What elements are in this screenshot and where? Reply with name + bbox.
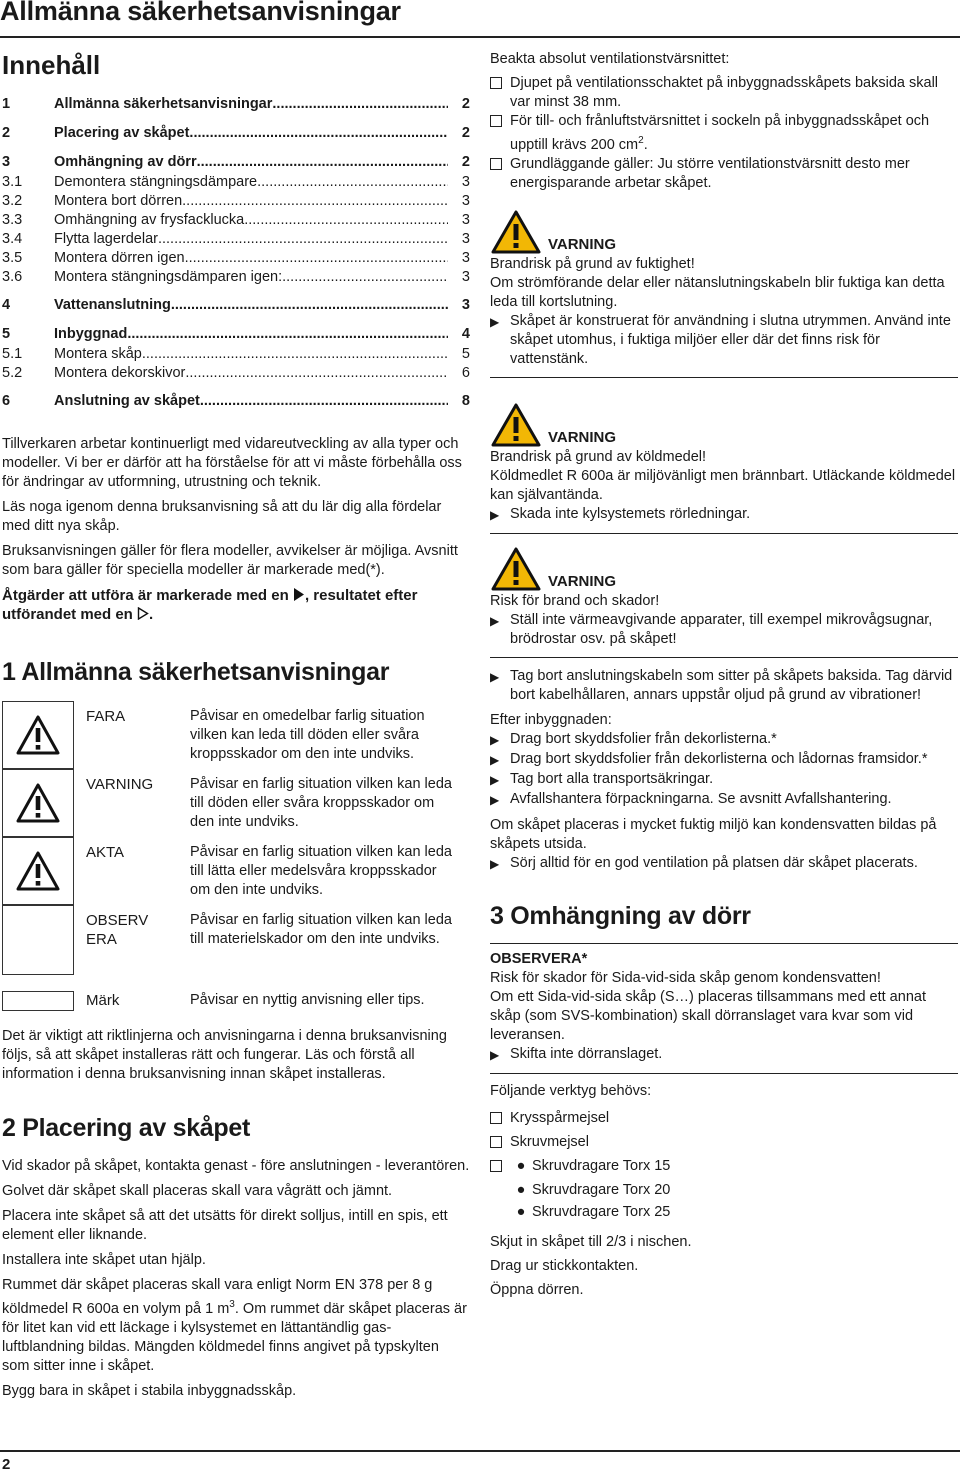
table-of-contents	[2, 96, 470, 413]
action-item	[490, 312, 958, 369]
left-column	[2, 48, 470, 1401]
intro-paragraph: Bruksanvisningen gäller för flera modeller, avvikelser är möjliga. Avsnitt som bara gäller för speciella modeller är markerade med(*).	[2, 543, 458, 578]
humidity-text: Om skåpet placeras i mycket fuktig miljö kan kondensvatten bildas på skåpets utsida.	[490, 816, 937, 852]
action-item	[490, 1045, 958, 1065]
hazard-icon-cell	[2, 701, 74, 769]
tool-item	[490, 1107, 958, 1131]
tool-text: Skruvdragare Torx 15	[532, 1157, 671, 1174]
action-text: Sörj alltid för en god ventilation på platsen där skåpet placerats.	[510, 854, 918, 871]
tool-text: Krysspårmejsel	[510, 1109, 610, 1126]
toc-entry[interactable]	[2, 231, 470, 250]
warning-block	[490, 402, 958, 448]
hazard-row	[2, 769, 470, 837]
hazard-label: AKTA	[86, 844, 125, 861]
toc-entry-title: Montera skåp	[54, 346, 142, 362]
bullet-icon: ●	[516, 1203, 526, 1220]
toc-entry-title: Demontera stängningsdämpare	[54, 174, 258, 190]
text-span: . Om rummet där skåpet placeras är för litet kan vid ett läckage i kylsystemet en lättantändlig gas-luftblandning bildas. Mängden köldmedel finns angivet på typskylten som sitter inne i skåpet.	[2, 1300, 467, 1374]
hazard-row	[2, 985, 470, 1017]
toc-entry-page: 3	[461, 193, 470, 209]
action-text: Skada inte kylsystemets rörledningar.	[510, 505, 751, 522]
warning-block	[490, 546, 958, 592]
toc-entry[interactable]	[2, 174, 470, 193]
text-span: Rummet där skåpet placeras skall vara enligt Norm EN 378 per 8 g köldmedel R 600a en volym på 1 m	[2, 1277, 433, 1317]
action-arrow-icon: ▶	[490, 732, 500, 747]
warning-triangle-icon	[15, 782, 61, 824]
toc-entry[interactable]	[2, 326, 470, 346]
tool-item	[490, 1155, 958, 1179]
tool-item	[490, 1201, 958, 1223]
bullet-icon: ●	[516, 1157, 526, 1174]
toc-entry[interactable]	[2, 393, 470, 413]
action-text: Skåpet är konstruerat för användning i slutna utrymmen. Använd inte skåpet utomhus, i fuktiga miljöer eller där det finns risk för vattenstänk.	[510, 312, 951, 367]
text-span: För till- och frånluftstvärsnittet i sockeln på inbyggnadsskåpet och upptill krävs 200 cm	[510, 113, 930, 153]
toc-entry[interactable]	[2, 365, 470, 384]
section-2-paragraph: Bygg bara in skåpet i stabila inbyggnadsskåp.	[2, 1382, 297, 1399]
hazard-description: Påvisar en omedelbar farlig situation vilken kan leda till döden eller svåra kroppsskador om den inte undviks.	[190, 708, 425, 762]
action-arrow-icon: ▶	[490, 669, 500, 684]
toc-entry-title: Omhängning av frysfacklucka	[54, 212, 245, 228]
warning-title: VARNING	[548, 428, 617, 446]
checkbox-icon	[490, 115, 502, 127]
after-title: Efter inbyggnaden:	[490, 711, 612, 728]
toc-entry-page: 3	[461, 231, 470, 247]
toc-entry-number: 4	[2, 297, 11, 313]
toc-entry-number: 3.2	[2, 193, 23, 209]
checkbox-icon	[490, 1112, 502, 1124]
toc-leader-dots	[282, 269, 448, 285]
warning-triangle-icon	[490, 546, 542, 592]
checkbox-icon	[490, 1136, 502, 1148]
checklist-item	[490, 112, 958, 155]
toc-entry-number: 5.2	[2, 365, 23, 381]
action-legend-text: , resultatet efter utförandet med en	[2, 587, 418, 623]
right-column	[490, 50, 958, 1301]
action-arrow-icon: ▶	[490, 507, 500, 522]
toc-entry-page: 4	[461, 326, 470, 342]
intro-paragraph: Läs noga igenom denna bruksanvisning så att du lär dig alla fördelar med ditt nya skåp.	[2, 499, 442, 534]
toc-leader-dots	[272, 96, 448, 112]
toc-entry-title: Omhängning av dörr	[54, 154, 197, 170]
toc-entry-page: 2	[461, 154, 470, 170]
checkbox-icon	[490, 1160, 502, 1172]
hazard-row	[2, 701, 470, 769]
toc-leader-dots	[185, 250, 448, 266]
toc-leader-dots	[182, 193, 448, 209]
toc-entry[interactable]	[2, 154, 470, 174]
toc-entry-title: Vattenanslutning	[54, 297, 171, 313]
divider	[490, 533, 958, 534]
section-2-paragraph: Placera inte skåpet så att det utsätts för direkt solljus, intill en spis, ett element eller liknande.	[2, 1208, 448, 1243]
toc-entry-number: 6	[2, 393, 11, 409]
action-text: Tag bort alla transportsäkringar.	[510, 770, 714, 787]
tool-text: Skruvdragare Torx 25	[532, 1203, 671, 1220]
hazard-description: Påvisar en farlig situation vilken kan leda till lätta eller medelsvåra kroppsskador om den inte undviks.	[190, 844, 452, 898]
toc-entry[interactable]	[2, 96, 470, 116]
action-text: Tag bort anslutningskabeln som sitter på skåpets baksida. Tag därvid bort kabelhållaren, annars uppstår oljud på grund av vibrationer!	[510, 667, 953, 703]
toc-entry-page: 3	[461, 297, 470, 313]
page-number: 2	[2, 1456, 11, 1473]
action-text: Ställ inte värmeavgivande apparater, till exempel mikrovågsugnar, brödrostar osv. på skåpet!	[510, 611, 933, 647]
tool-item	[490, 1131, 958, 1155]
tool-text: Skruvdragare Torx 20	[532, 1181, 671, 1198]
toc-leader-dots	[142, 346, 448, 362]
action-item	[490, 750, 958, 770]
section-2-paragraph: Vid skador på skåpet, kontakta genast - före anslutningen - leverantören.	[2, 1158, 470, 1174]
toc-entry[interactable]	[2, 297, 470, 317]
action-item	[490, 854, 958, 874]
toc-leader-dots	[171, 297, 448, 313]
checkbox-icon	[490, 77, 502, 89]
toc-entry-page: 6	[461, 365, 470, 381]
toc-leader-dots	[200, 393, 448, 409]
toc-leader-dots	[197, 154, 448, 170]
toc-entry-number: 5.1	[2, 346, 23, 362]
toc-leader-dots	[257, 174, 448, 190]
intro-paragraph: Tillverkaren arbetar kontinuerligt med vidareutveckling av alla typer och modeller. Vi ber er därför att ha förståelse för att vi måste förbehålla oss för ändringar av utformning, utrustning och teknik.	[2, 436, 462, 490]
warning-subtitle: Brandrisk på grund av fuktighet!	[490, 255, 695, 272]
toc-entry-number: 3	[2, 154, 11, 170]
page-header-title: Allmänna säkerhetsanvisningar	[0, 0, 401, 26]
toc-entry-title: Anslutning av skåpet	[54, 393, 200, 409]
section-2-paragraph: Installera inte skåpet utan hjälp.	[2, 1252, 206, 1268]
action-item	[490, 790, 958, 810]
result-arrow-icon	[137, 607, 149, 620]
ventilation-title: Beakta absolut ventilationstvärsnittet:	[490, 51, 730, 67]
section-2-paragraph	[2, 1276, 470, 1376]
toc-entry-title: Allmänna säkerhetsanvisningar	[54, 96, 273, 112]
hazard-row	[2, 905, 470, 975]
hazard-icon-cell	[2, 991, 74, 1011]
action-text: Skifta inte dörranslaget.	[510, 1045, 663, 1062]
action-legend-text: Åtgärder att utföra är markerade med en	[2, 587, 289, 604]
toc-entry[interactable]	[2, 346, 470, 365]
checklist-text: Grundläggande gäller: Ju större ventilationstvärsnitt desto mer energisparande arbetar skåpet.	[510, 155, 910, 191]
warning-block	[490, 209, 958, 255]
section-1-heading: 1 Allmänna säkerhetsanvisningar	[2, 658, 390, 686]
warning-subtitle: Brandrisk på grund av köldmedel!	[490, 448, 707, 465]
checklist-item	[490, 155, 958, 193]
warning-text: Köldmedlet R 600a är miljövänligt men brännbart. Utläckande köldmedel kan självantända.	[490, 467, 956, 503]
action-arrow-icon: ▶	[490, 613, 500, 628]
warning-text: Om strömförande delar eller nätanslutningskabeln blir fuktiga kan detta leda till kortslutning.	[490, 274, 945, 310]
divider	[490, 657, 958, 658]
toc-entry-page: 3	[461, 212, 470, 228]
toc-entry[interactable]	[2, 212, 470, 231]
hazard-label: OBSERVERA	[86, 912, 149, 948]
step-text: Skjut in skåpet till 2/3 i nischen.	[490, 1233, 692, 1250]
action-text: Drag bort skyddsfolier från dekorlisterna och lådornas framsidor.*	[510, 750, 928, 767]
section-2-heading: 2 Placering av skåpet	[2, 1114, 251, 1142]
action-item	[490, 667, 958, 705]
checklist-text: Djupet på ventilationsschaktet på inbyggnadsskåpets baksida skall var minst 38 mm.	[510, 75, 939, 110]
warning-subtitle: Risk för brand och skador!	[490, 592, 660, 609]
warning-title: VARNING	[548, 235, 617, 253]
warning-triangle-icon	[15, 850, 61, 892]
toc-entry-title: Montera dörren igen	[54, 250, 185, 266]
action-arrow-icon: ▶	[490, 772, 500, 787]
toc-entry-page: 3	[461, 269, 470, 285]
divider	[490, 943, 958, 944]
hazard-description: Påvisar en farlig situation vilken kan leda till materielskador om den inte undviks.	[190, 912, 452, 947]
section-1-paragraph: Det är viktigt att riktlinjerna och anvisningarna i denna bruksanvisning följs, så att skåpet installeras rätt och fungerar. Läs och förstå all information i denna bruksanvisning innan skåpet installeras.	[2, 1028, 447, 1082]
toc-entry-page: 2	[461, 125, 470, 141]
toc-entry-page: 3	[461, 174, 470, 190]
notice-title: OBSERVERA*	[490, 950, 588, 967]
toc-entry-number: 5	[2, 326, 11, 342]
action-text: Drag bort skyddsfolier från dekorlisterna.*	[510, 730, 777, 747]
superscript: 3	[229, 1299, 235, 1310]
toc-entry-page: 3	[461, 250, 470, 266]
intro	[2, 435, 470, 624]
action-arrow-icon: ▶	[490, 856, 500, 871]
action-arrow-icon: ▶	[490, 752, 500, 767]
toc-entry-page: 2	[461, 96, 470, 112]
toc-entry-number: 3.3	[2, 212, 23, 228]
toc-title: Innehåll	[2, 50, 101, 80]
action-legend-text: .	[149, 606, 154, 623]
section-3-heading: 3 Omhängning av dörr	[490, 901, 751, 930]
toc-leader-dots	[185, 365, 448, 381]
hazard-icon-cell	[2, 769, 74, 837]
hazard-description: Påvisar en nyttig anvisning eller tips.	[190, 992, 425, 1008]
toc-entry-title: Montera bort dörren	[54, 193, 183, 209]
text-span: .	[643, 136, 648, 153]
action-item	[490, 505, 958, 525]
toc-entry-title: Flytta lagerdelar	[54, 231, 158, 247]
toc-leader-dots	[244, 212, 448, 228]
step-text: Drag ur stickkontakten.	[490, 1257, 639, 1274]
toc-entry-page: 8	[461, 393, 470, 409]
action-arrow-icon: ▶	[490, 1047, 500, 1062]
action-item	[490, 730, 958, 750]
warning-triangle-icon	[490, 402, 542, 448]
hazard-label: VARNING	[86, 776, 154, 793]
action-arrow-icon: ▶	[490, 314, 500, 329]
toc-entry-page: 5	[461, 346, 470, 362]
tool-item	[490, 1179, 958, 1201]
toc-leader-dots	[127, 326, 448, 342]
notice-text: Om ett Sida-vid-sida skåp (S…) placeras tillsammans med ett annat skåp (som SVS-kombination) skall dörranslaget vara kvar som vid leveransen.	[490, 988, 926, 1043]
section-2-paragraph: Golvet där skåpet skall placeras skall vara vågrätt och jämnt.	[2, 1183, 393, 1199]
toc-entry-title: Montera stängningsdämparen igen:	[54, 269, 283, 285]
warning-triangle-icon	[15, 714, 61, 756]
checkbox-icon	[490, 158, 502, 170]
warning-triangle-icon	[490, 209, 542, 255]
toc-entry-title: Placering av skåpet	[54, 125, 190, 141]
action-text: Avfallshantera förpackningarna. Se avsnitt Avfallshantering.	[510, 790, 892, 807]
toc-entry-number: 2	[2, 125, 11, 141]
hazard-label: Märk	[86, 992, 120, 1009]
footer-divider	[0, 1450, 960, 1452]
checklist-text	[510, 112, 958, 155]
action-arrow-icon	[293, 588, 305, 601]
warning-title: VARNING	[548, 572, 617, 590]
toc-entry-title: Montera dekorskivor	[54, 365, 186, 381]
toc-leader-dots	[189, 125, 448, 141]
toc-entry[interactable]	[2, 125, 470, 145]
hazard-icon-cell	[2, 905, 74, 975]
hazard-icon-cell	[2, 837, 74, 905]
toc-entry-number: 3.4	[2, 231, 23, 247]
page-header	[0, 0, 960, 38]
hazard-label: FARA	[86, 708, 126, 725]
divider	[490, 377, 958, 378]
hazard-description: Påvisar en farlig situation vilken kan leda till döden eller svåra kroppsskador om den inte undviks.	[190, 776, 452, 830]
notice-subtitle: Risk för skador för Sida-vid-sida skåp genom kondensvatten!	[490, 969, 881, 986]
tool-text: Skruvmejsel	[510, 1133, 589, 1150]
superscript: 2	[638, 135, 644, 146]
toc-leader-dots	[158, 231, 448, 247]
toc-entry[interactable]	[2, 269, 470, 288]
action-arrow-icon: ▶	[490, 792, 500, 807]
hazard-table	[2, 701, 470, 1017]
toc-entry[interactable]	[2, 193, 470, 212]
action-legend	[2, 586, 470, 624]
toc-entry-number: 3.1	[2, 174, 23, 190]
bullet-icon: ●	[516, 1181, 526, 1198]
checklist-item	[490, 74, 958, 112]
toc-entry[interactable]	[2, 250, 470, 269]
action-item	[490, 611, 958, 649]
toc-entry-title: Inbyggnad	[54, 326, 128, 342]
toc-entry-number: 3.5	[2, 250, 23, 266]
step-text: Öppna dörren.	[490, 1281, 584, 1298]
divider	[490, 1073, 958, 1074]
action-item	[490, 770, 958, 790]
toc-entry-number: 1	[2, 96, 11, 112]
tools-title: Följande verktyg behövs:	[490, 1082, 652, 1099]
hazard-row	[2, 837, 470, 905]
toc-entry-number: 3.6	[2, 269, 23, 285]
